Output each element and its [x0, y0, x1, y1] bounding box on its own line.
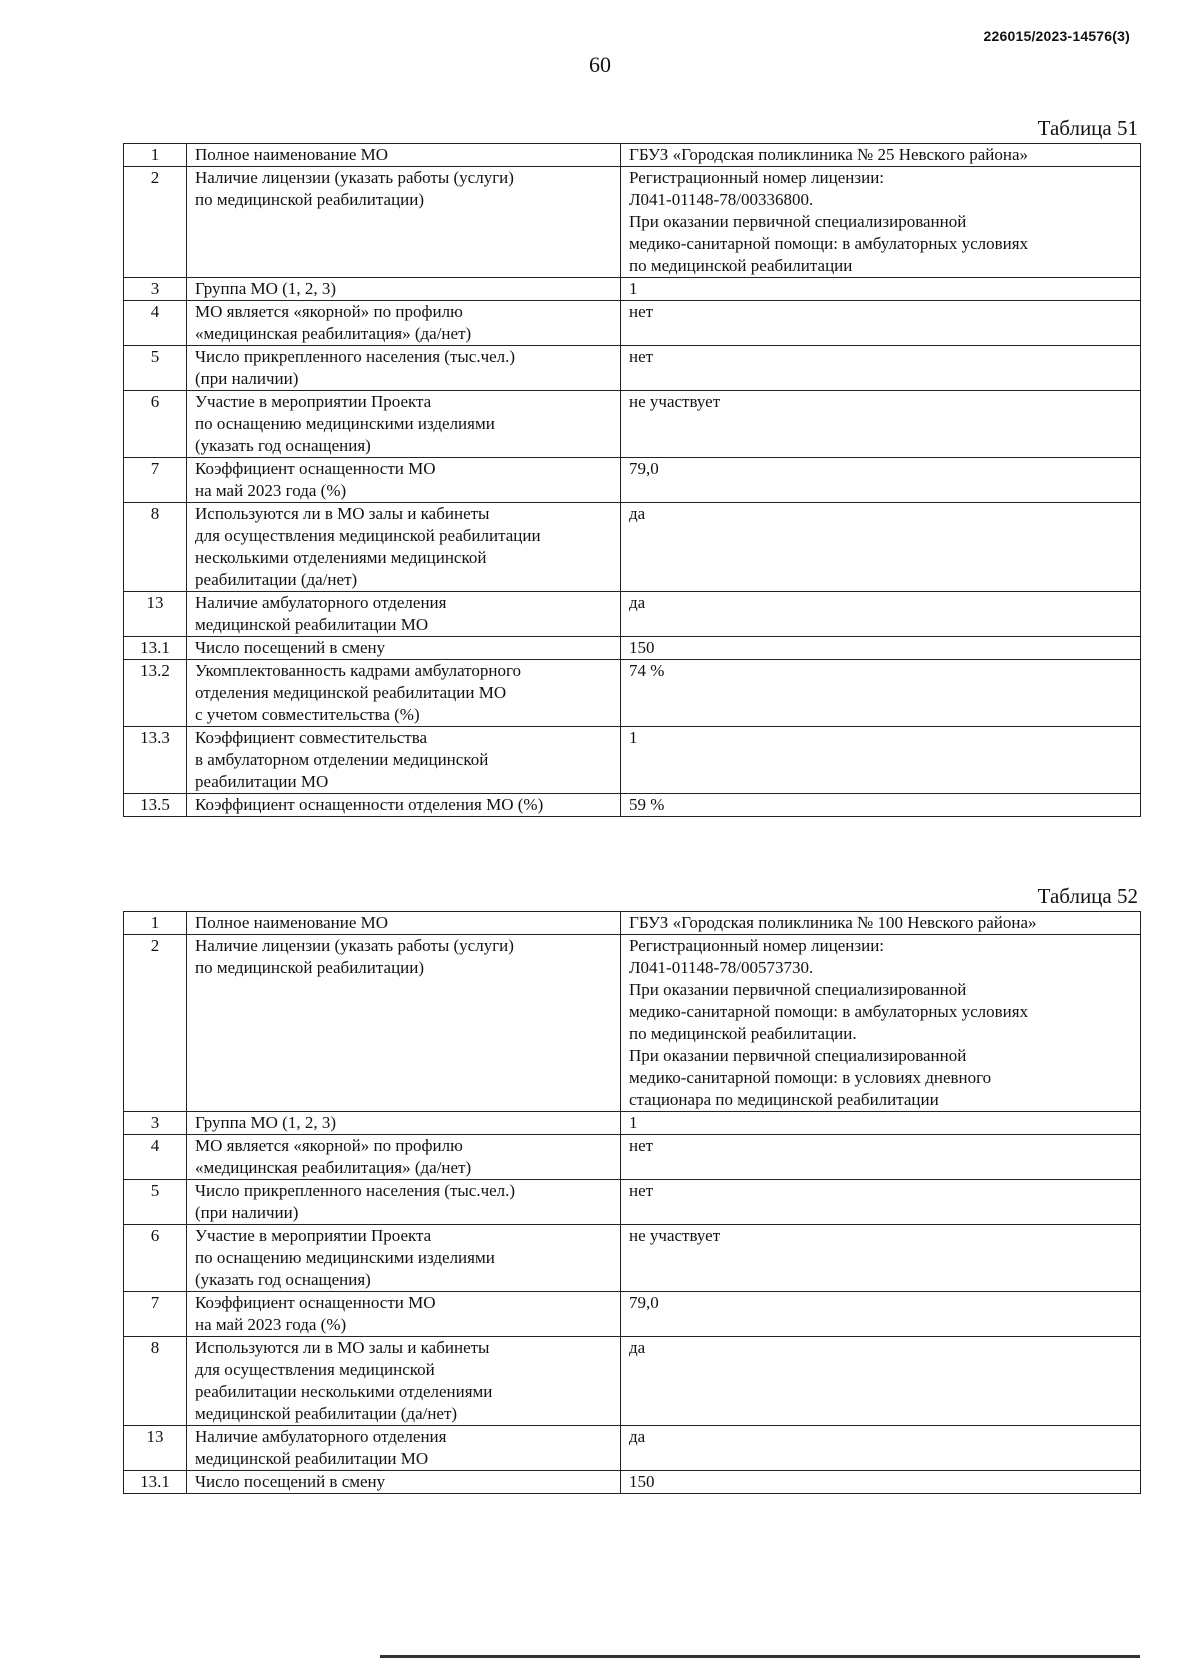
- row-label-cell: Число прикрепленного населения (тыс.чел.) (при наличии): [187, 346, 621, 391]
- row-value-cell: Регистрационный номер лицензии: Л041-01148-78/00573730. При оказании первичной специализированной медико-санитарной помощи: в амбулаторных условиях по медицинской реабилитации. При оказании первичной специализированной медико-санитарной помощи: в условиях дневного стационара по медицинской реабилитации: [621, 935, 1141, 1112]
- row-value-cell: 150: [621, 637, 1141, 660]
- row-label-cell: Участие в мероприятии Проекта по оснащению медицинскими изделиями (указать год оснащения): [187, 1225, 621, 1292]
- row-number-cell: 13.1: [124, 637, 187, 660]
- row-number-cell: 4: [124, 1135, 187, 1180]
- table-51-caption: Таблица 51: [1037, 116, 1138, 140]
- row-value-cell: ГБУЗ «Городская поликлиника № 25 Невского района»: [621, 144, 1141, 167]
- row-value-cell: да: [621, 503, 1141, 592]
- row-label-cell: Число посещений в смену: [187, 637, 621, 660]
- row-number-cell: 5: [124, 1180, 187, 1225]
- table-row: [124, 637, 1141, 660]
- page-number: 60: [589, 52, 611, 77]
- row-number-cell: 1: [124, 144, 187, 167]
- row-value-cell: 59 %: [621, 794, 1141, 817]
- table-row: [124, 1225, 1141, 1292]
- table-row: [124, 1471, 1141, 1494]
- row-value-cell: 150: [621, 1471, 1141, 1494]
- row-number-cell: 6: [124, 391, 187, 458]
- table-row: [124, 1112, 1141, 1135]
- row-value-cell: нет: [621, 1135, 1141, 1180]
- table-52: [123, 911, 1141, 1494]
- table-row: [124, 167, 1141, 278]
- row-value-cell: да: [621, 592, 1141, 637]
- row-number-cell: 8: [124, 1337, 187, 1426]
- row-label-cell: Наличие лицензии (указать работы (услуги) по медицинской реабилитации): [187, 167, 621, 278]
- row-label-cell: Участие в мероприятии Проекта по оснащению медицинскими изделиями (указать год оснащения): [187, 391, 621, 458]
- row-number-cell: 13.1: [124, 1471, 187, 1494]
- row-number-cell: 3: [124, 278, 187, 301]
- row-label-cell: Коэффициент оснащенности МО на май 2023 года (%): [187, 1292, 621, 1337]
- table-row: [124, 1426, 1141, 1471]
- table-row: [124, 1180, 1141, 1225]
- row-value-cell: да: [621, 1337, 1141, 1426]
- row-number-cell: 13.2: [124, 660, 187, 727]
- row-number-cell: 13.3: [124, 727, 187, 794]
- table-row: [124, 391, 1141, 458]
- row-label-cell: МО является «якорной» по профилю «медицинская реабилитация» (да/нет): [187, 301, 621, 346]
- row-label-cell: Коэффициент оснащенности МО на май 2023 года (%): [187, 458, 621, 503]
- row-label-cell: Наличие амбулаторного отделения медицинской реабилитации МО: [187, 592, 621, 637]
- table-row: [124, 912, 1141, 935]
- row-label-cell: Полное наименование МО: [187, 912, 621, 935]
- table-52-caption: Таблица 52: [1037, 884, 1138, 908]
- row-label-cell: Наличие амбулаторного отделения медицинской реабилитации МО: [187, 1426, 621, 1471]
- row-label-cell: Укомплектованность кадрами амбулаторного отделения медицинской реабилитации МО с учетом совместительства (%): [187, 660, 621, 727]
- row-value-cell: нет: [621, 1180, 1141, 1225]
- row-number-cell: 13.5: [124, 794, 187, 817]
- table-row: [124, 794, 1141, 817]
- row-label-cell: Коэффициент совместительства в амбулаторном отделении медицинской реабилитации МО: [187, 727, 621, 794]
- table-row: [124, 278, 1141, 301]
- row-value-cell: 1: [621, 727, 1141, 794]
- table-row: [124, 346, 1141, 391]
- row-label-cell: Используются ли в МО залы и кабинеты для осуществления медицинской реабилитации несколькими отделениями медицинской реабилитации (да/нет): [187, 1337, 621, 1426]
- row-number-cell: 8: [124, 503, 187, 592]
- row-number-cell: 13: [124, 1426, 187, 1471]
- row-number-cell: 5: [124, 346, 187, 391]
- table-row: [124, 727, 1141, 794]
- row-number-cell: 2: [124, 935, 187, 1112]
- row-number-cell: 7: [124, 458, 187, 503]
- row-number-cell: 6: [124, 1225, 187, 1292]
- row-label-cell: МО является «якорной» по профилю «медицинская реабилитация» (да/нет): [187, 1135, 621, 1180]
- row-number-cell: 4: [124, 301, 187, 346]
- row-label-cell: Полное наименование МО: [187, 144, 621, 167]
- row-label-cell: Число посещений в смену: [187, 1471, 621, 1494]
- row-value-cell: 79,0: [621, 458, 1141, 503]
- row-value-cell: 79,0: [621, 1292, 1141, 1337]
- row-value-cell: ГБУЗ «Городская поликлиника № 100 Невского района»: [621, 912, 1141, 935]
- row-value-cell: не участвует: [621, 391, 1141, 458]
- row-value-cell: 1: [621, 278, 1141, 301]
- row-number-cell: 7: [124, 1292, 187, 1337]
- row-value-cell: 1: [621, 1112, 1141, 1135]
- table-51: [123, 143, 1141, 817]
- row-label-cell: Число прикрепленного населения (тыс.чел.) (при наличии): [187, 1180, 621, 1225]
- table-row: [124, 144, 1141, 167]
- row-value-cell: нет: [621, 346, 1141, 391]
- table-row: [124, 592, 1141, 637]
- row-number-cell: 1: [124, 912, 187, 935]
- table-row: [124, 1292, 1141, 1337]
- row-value-cell: 74 %: [621, 660, 1141, 727]
- row-label-cell: Группа МО (1, 2, 3): [187, 278, 621, 301]
- table-row: [124, 1337, 1141, 1426]
- row-value-cell: Регистрационный номер лицензии: Л041-01148-78/00336800. При оказании первичной специализированной медико-санитарной помощи: в амбулаторных условиях по медицинской реабилитации: [621, 167, 1141, 278]
- row-label-cell: Используются ли в МО залы и кабинеты для осуществления медицинской реабилитации несколькими отделениями медицинской реабилитации (да/нет): [187, 503, 621, 592]
- row-value-cell: не участвует: [621, 1225, 1141, 1292]
- row-label-cell: Группа МО (1, 2, 3): [187, 1112, 621, 1135]
- table-51-body: [124, 144, 1141, 817]
- row-value-cell: нет: [621, 301, 1141, 346]
- row-number-cell: 13: [124, 592, 187, 637]
- table-row: [124, 458, 1141, 503]
- page-bottom-line: [380, 1655, 1140, 1658]
- document-id: 226015/2023-14576(3): [983, 28, 1130, 44]
- row-label-cell: Коэффициент оснащенности отделения МО (%): [187, 794, 621, 817]
- row-number-cell: 3: [124, 1112, 187, 1135]
- row-number-cell: 2: [124, 167, 187, 278]
- table-row: [124, 935, 1141, 1112]
- table-row: [124, 301, 1141, 346]
- row-value-cell: да: [621, 1426, 1141, 1471]
- row-label-cell: Наличие лицензии (указать работы (услуги) по медицинской реабилитации): [187, 935, 621, 1112]
- table-52-body: [124, 912, 1141, 1494]
- table-row: [124, 660, 1141, 727]
- table-row: [124, 1135, 1141, 1180]
- table-row: [124, 503, 1141, 592]
